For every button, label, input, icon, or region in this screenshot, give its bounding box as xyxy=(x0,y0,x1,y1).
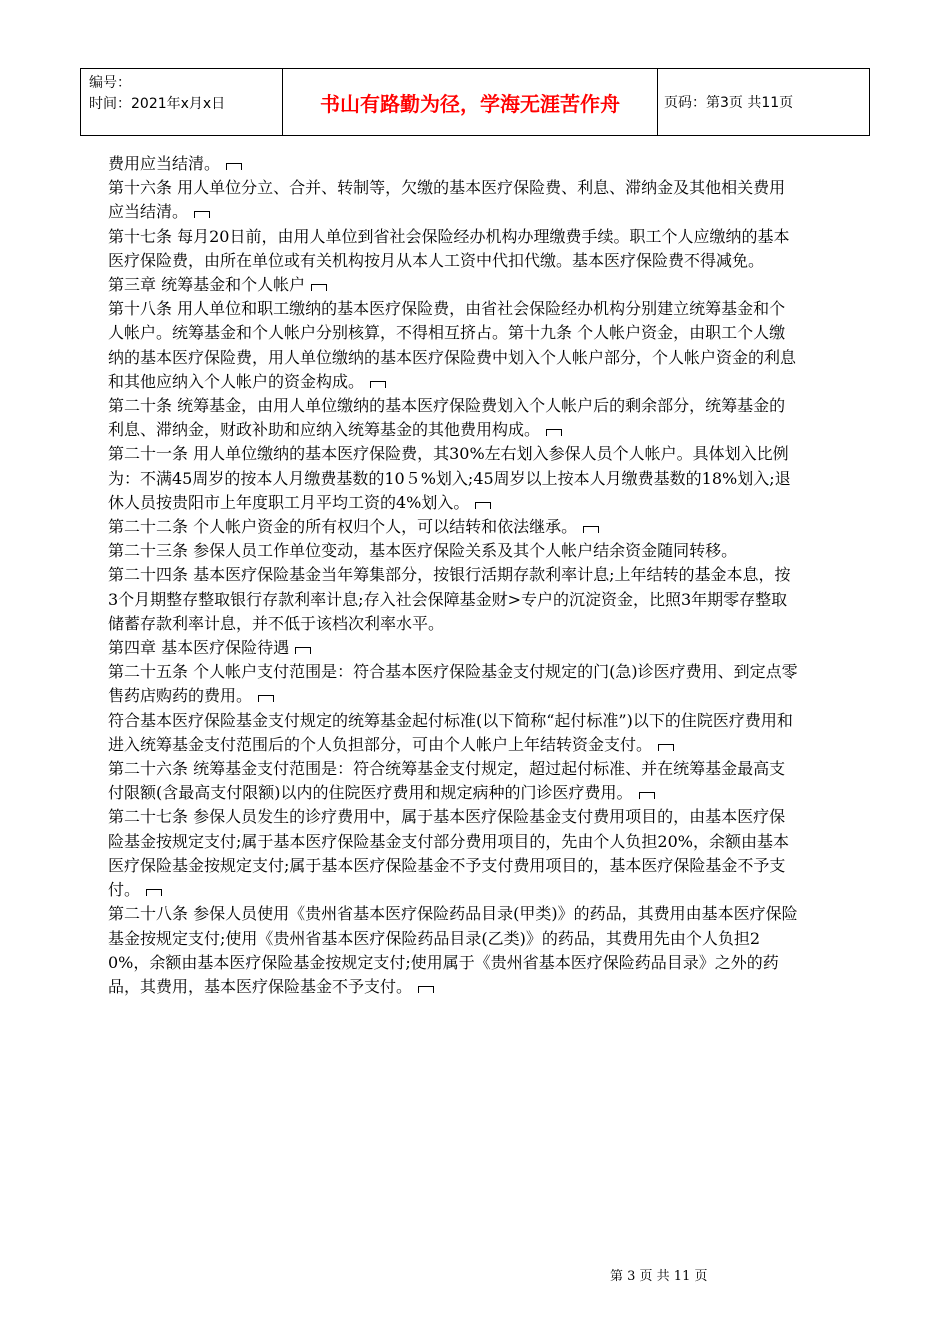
paragraph xyxy=(108,563,798,636)
paragraph-text: 第二十七条 参保人员发生的诊疗费用中，属于基本医疗保险基金支付费用项目的，由基本医疗保险基金按规定支付;属于基本医疗保险基金支付部分费用项目的，先由个人负担20%，余额由基本医疗保险基金按规定支付;属于基本医疗保险基金不予支付费用项目的，基本医疗保险基金不予支付。 xyxy=(108,807,789,900)
paragraph-mark-icon xyxy=(370,381,386,388)
paragraph-text: 符合基本医疗保险基金支付规定的统筹基金起付标准(以下简称“起付标准”)以下的住院医疗费用和进入统筹基金支付范围后的个人负担部分，可由个人帐户上年结转资金支付。 xyxy=(108,710,793,754)
paragraph-mark-icon xyxy=(639,792,655,799)
header-meta xyxy=(81,69,283,135)
paragraph-text: 第二十条 统筹基金，由用人单位缴纳的基本医疗保险费划入个人帐户后的剩余部分，统筹基金的利息、滞纳金，财政补助和应纳入统筹基金的其他费用构成。 xyxy=(108,396,786,440)
paragraph-text: 第二十一条 用人单位缴纳的基本医疗保险费，其30%左右划入参保人员个人帐户。具体划入比例为：不满45周岁的按本人月缴费基数的10５%划入;45周岁以上按本人月缴费基数的18%划入;退休人员按贵阳市上年度职工月平均工资的4%划入。 xyxy=(108,444,791,512)
paragraph xyxy=(108,176,798,224)
paragraph-mark-icon xyxy=(146,889,162,896)
paragraph-text: 第二十二条 个人帐户资金的所有权归个人，可以结转和依法继承。 xyxy=(108,517,578,537)
paragraph-text: 第二十四条 基本医疗保险基金当年筹集部分，按银行活期存款利率计息;上年结转的基金本息，按3个月期整存整取银行存款利率计息;存入社会保障基金财>专户的沉淀资金，比照3年期零存整取储蓄存款利率计息，并不低于该档次利率水平。 xyxy=(108,565,791,633)
paragraph-mark-icon xyxy=(226,163,242,170)
paragraph xyxy=(108,297,798,394)
paragraph xyxy=(108,394,798,442)
paragraph-mark-icon xyxy=(418,986,434,993)
paragraph-text: 第十八条 用人单位和职工缴纳的基本医疗保险费，由省社会保险经办机构分别建立统筹基金和个人帐户。统筹基金和个人帐户分别核算，不得相互挤占。第十九条 个人帐户资金，由职工个人缴纳的基本医疗保险费，用人单位缴纳的基本医疗保险费中划入个人帐户部分，个人帐户资金的利息和其他应纳入个人帐户的资金构成。 xyxy=(108,299,797,391)
paragraph-text: 第十七条 每月20日前，由用人单位到省社会保险经办机构办理缴费手续。职工个人应缴纳的基本医疗保险费，由所在单位或有关机构按月从本人工资中代扣代缴。基本医疗保险费不得减免。 xyxy=(108,226,790,270)
paragraph xyxy=(108,152,798,176)
paragraph xyxy=(108,273,798,297)
paragraph-mark-icon xyxy=(475,502,491,509)
paragraph-text: 费用应当结清。 xyxy=(108,154,221,173)
paragraph xyxy=(108,805,798,902)
paragraph-text: 第三章 统筹基金和个人帐户 xyxy=(108,275,306,295)
paragraph xyxy=(108,660,798,708)
date-label: 时间：2021年x月x日 xyxy=(89,96,226,112)
paragraph-text: 第二十六条 统筹基金支付范围是：符合统筹基金支付规定，超过起付标准、并在统筹基金最高支付限额(含最高支付限额)以内的住院医疗费用和规定病种的门诊医疗费用。 xyxy=(108,759,786,803)
paragraph xyxy=(108,636,798,660)
paragraph-text: 第二十五条 个人帐户支付范围是：符合基本医疗保险基金支付规定的门(急)诊医疗费用、到定点零售药店购药的费用。 xyxy=(108,662,798,706)
paragraph-mark-icon xyxy=(194,211,210,218)
paragraph-mark-icon xyxy=(658,744,674,751)
paragraph-mark-icon xyxy=(311,284,327,291)
paragraph xyxy=(108,539,798,563)
paragraph-mark-icon xyxy=(258,695,274,702)
paragraph xyxy=(108,515,798,539)
paragraph-mark-icon xyxy=(583,526,599,533)
paragraph xyxy=(108,442,798,515)
paragraph-mark-icon xyxy=(295,647,311,654)
paragraph-text: 第二十三条 参保人员工作单位变动，基本医疗保险关系及其个人帐户结余资金随同转移。 xyxy=(108,541,738,561)
paragraph xyxy=(108,902,798,999)
document-header xyxy=(80,68,870,136)
paragraph-mark-icon xyxy=(546,429,562,436)
paragraph xyxy=(108,709,798,757)
number-label: 编号： xyxy=(89,75,131,91)
header-motto: 书山有路勤为径，学海无涯苦作舟 xyxy=(283,69,658,135)
paragraph xyxy=(108,757,798,805)
paragraph-text: 第十六条 用人单位分立、合并、转制等，欠缴的基本医疗保险费、利息、滞纳金及其他相关费用应当结清。 xyxy=(108,178,786,222)
page-footer: 第 3 页 共 11 页 xyxy=(610,1269,708,1284)
paragraph-text: 第二十八条 参保人员使用《贵州省基本医疗保险药品目录(甲类)》的药品，其费用由基本医疗保险基金按规定支付;使用《贵州省基本医疗保险药品目录(乙类)》的药品，其费用先由个人负担20%，余额由基本医疗保险基金按规定支付;使用属于《贵州省基本医疗保险药品目录》之外的药品，其费用，基本医疗保险基金不予支付。 xyxy=(108,904,798,996)
header-page-info: 页码：第3页 共11页 xyxy=(664,95,794,111)
paragraph xyxy=(108,225,798,273)
document-body xyxy=(108,152,798,999)
paragraph-text: 第四章 基本医疗保险待遇 xyxy=(108,638,290,658)
